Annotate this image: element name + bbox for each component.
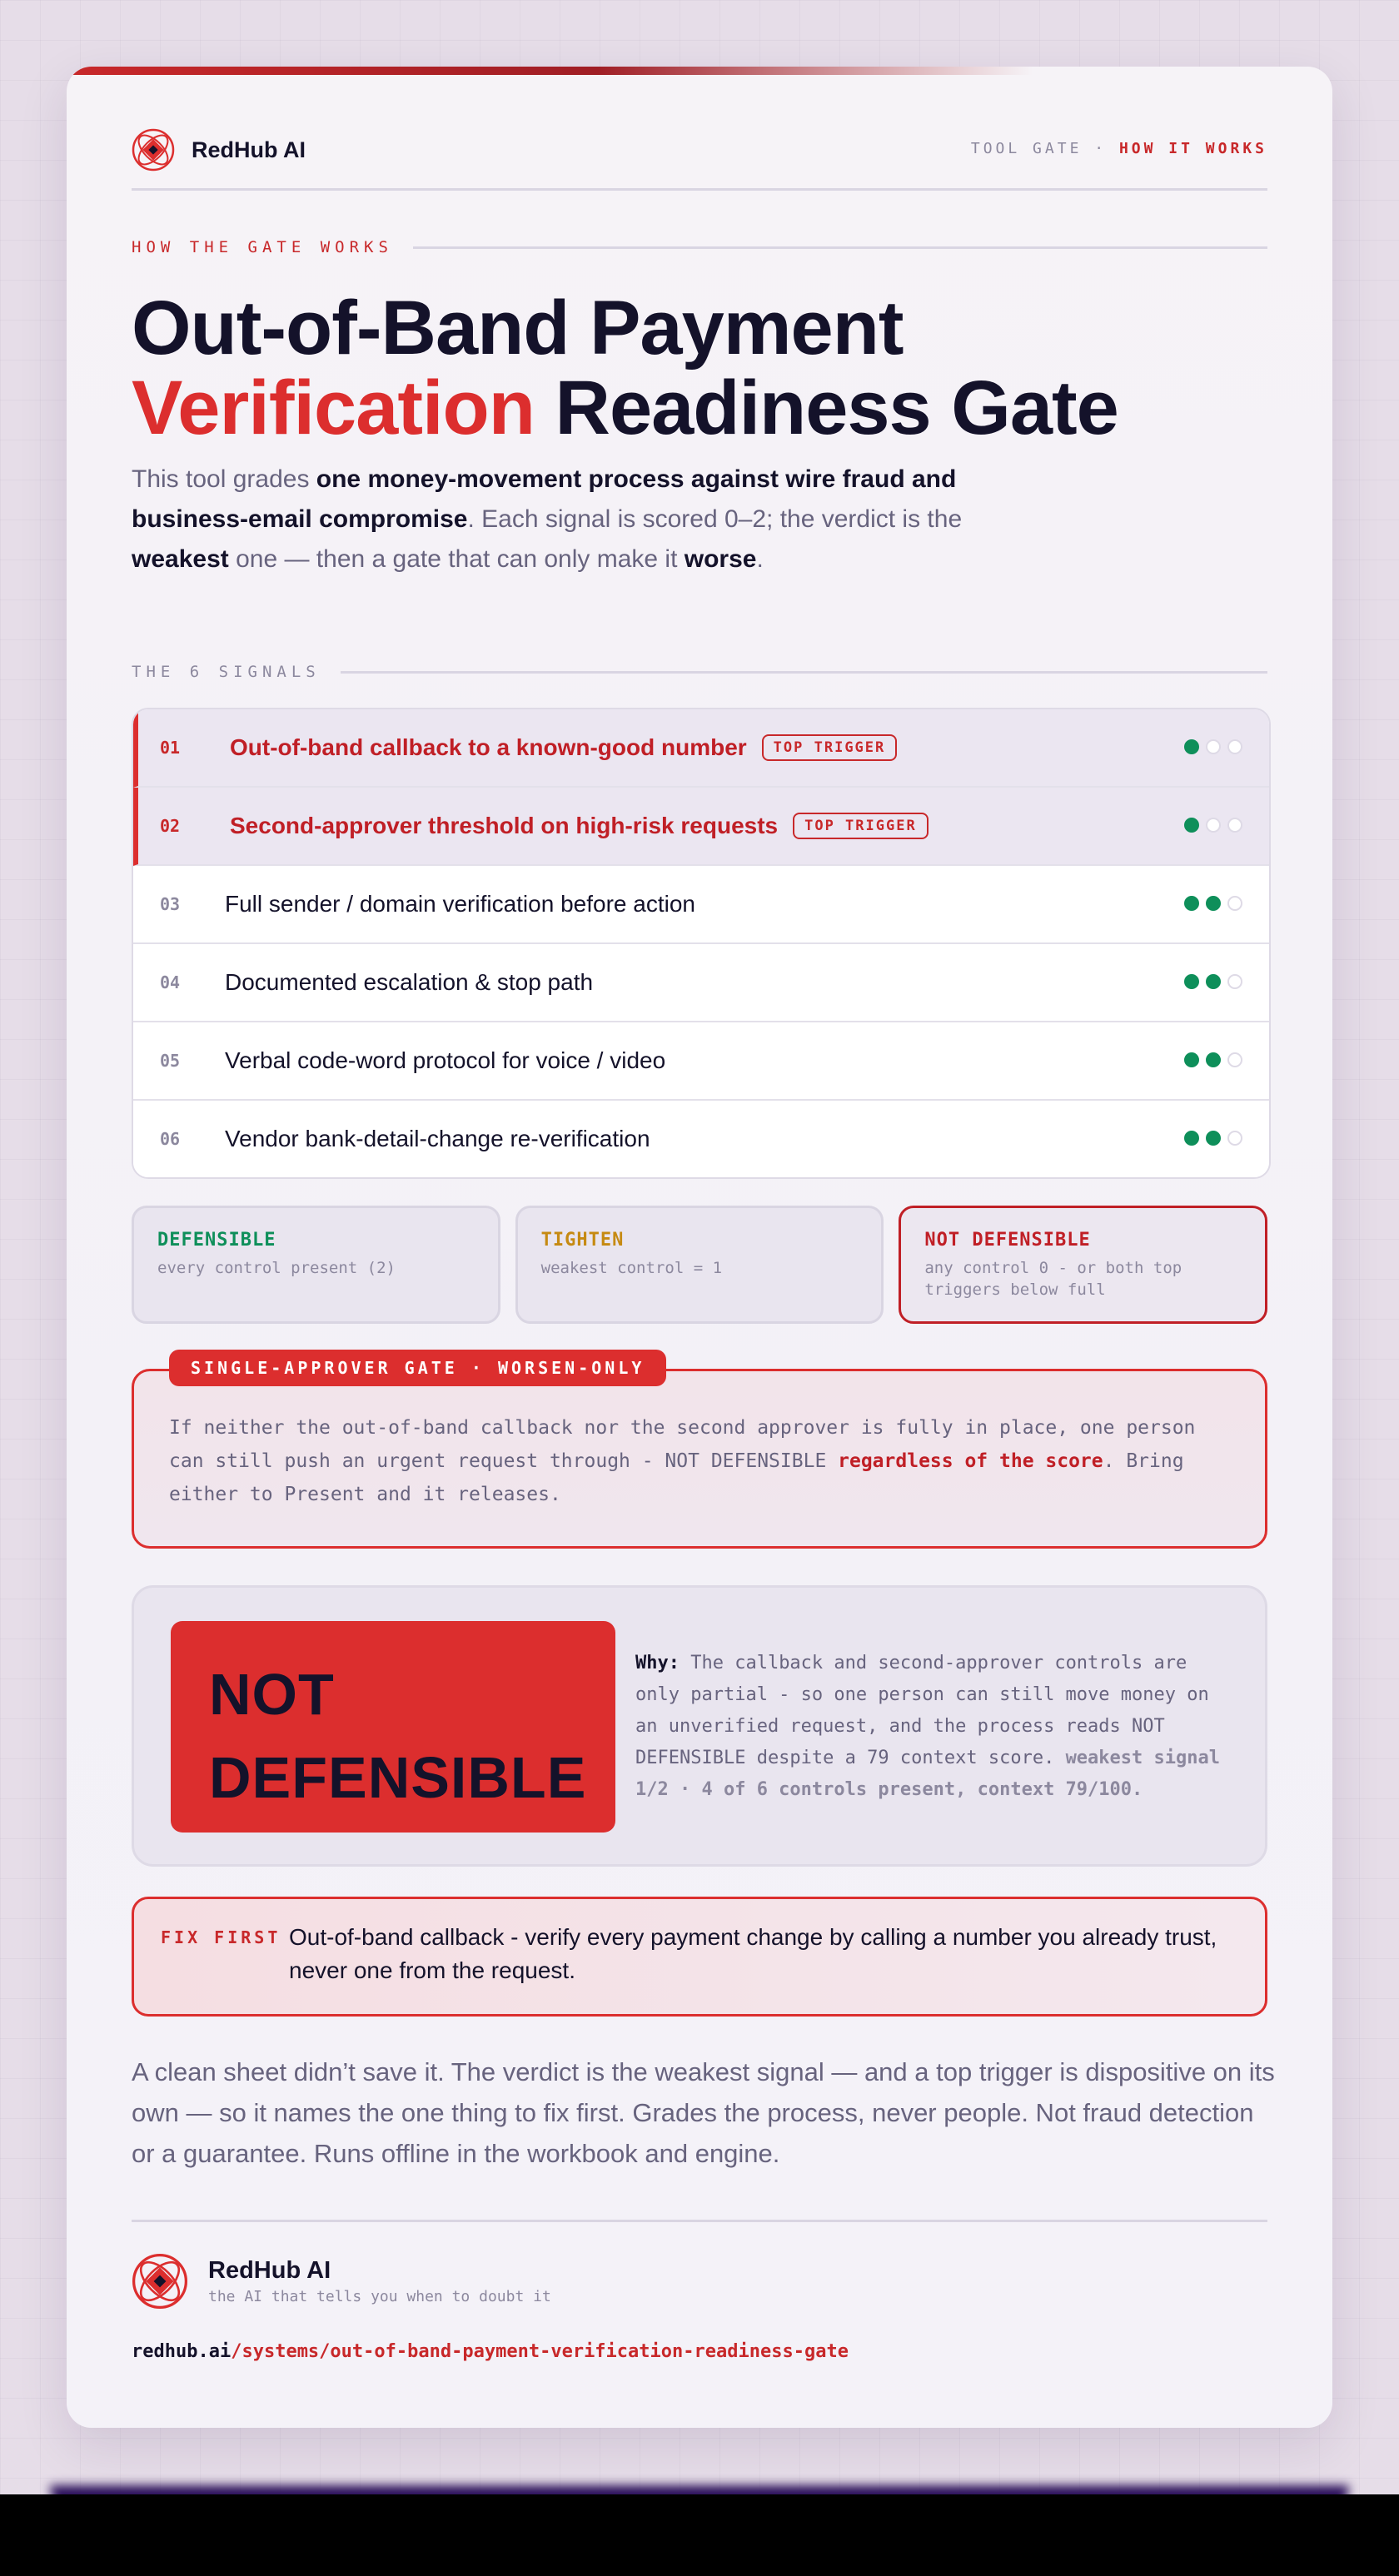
signal-label: Out-of-band callback to a known-good number — [230, 734, 747, 760]
signal-row[interactable] — [133, 788, 1269, 866]
nav-active-how-it-works[interactable]: HOW IT WORKS — [1118, 140, 1267, 157]
footer-url-link[interactable] — [132, 2341, 849, 2362]
intro-text: . Each signal is scored 0–2; the verdict is the — [467, 505, 963, 533]
signal-row[interactable] — [133, 866, 1269, 944]
signal-label: Vendor bank-detail-change re-verification — [225, 1126, 650, 1151]
verdict-line1: NOT — [209, 1662, 335, 1727]
signal-score-dots — [1184, 1131, 1242, 1146]
signal-score-dots — [1184, 739, 1242, 754]
score-dot — [1227, 1131, 1242, 1146]
why-label: Why: — [635, 1653, 680, 1673]
intro-bold: worse — [684, 545, 757, 573]
redhub-logo-icon — [132, 2253, 188, 2310]
page-title — [132, 288, 1118, 448]
score-dot — [1184, 1131, 1199, 1146]
signal-label: Documented escalation & stop path — [225, 969, 594, 995]
score-dot — [1184, 974, 1199, 989]
eyebrow-label: HOW THE GATE WORKS — [132, 238, 393, 256]
top-trigger-badge: TOP TRIGGER — [762, 734, 898, 761]
redhub-logo-icon — [132, 128, 175, 172]
fix-first-text: Out-of-band callback - verify every payment change by calling a number you already trust, never one from the request. — [289, 1924, 1217, 1983]
signal-number: 03 — [160, 894, 181, 914]
footer-brand[interactable] — [132, 2253, 551, 2310]
signal-label: Verbal code-word protocol for voice / video — [225, 1047, 666, 1073]
why-meta: weakest signal 1/2 · 4 of 6 controls present, context 79/100. — [635, 1748, 1220, 1800]
signals-list — [132, 708, 1271, 1179]
signal-label: Second-approver threshold on high-risk requests — [230, 813, 779, 838]
eyebrow — [132, 238, 1267, 256]
single-approver-gate — [132, 1358, 1267, 1549]
score-dot — [1206, 818, 1221, 833]
gate-text — [169, 1411, 1230, 1511]
why-text: The callback and second-approver controls are only partial - so one person can still move money on an unverified request, and the process reads NOT DEFENSIBLE despite a 79 context score. — [635, 1653, 1209, 1768]
signals-heading-rule — [341, 671, 1267, 674]
signal-score-dots — [1184, 818, 1242, 833]
score-dot — [1184, 896, 1199, 911]
title-accent: Verification — [132, 366, 535, 450]
fix-first-tag: FIX FIRST — [161, 1927, 281, 1947]
gate-text-part: . Bring either to Present and it releases. — [169, 1450, 1184, 1505]
signal-label: Full sender / domain verification before action — [225, 891, 695, 917]
gate-tag: SINGLE-APPROVER GATE · WORSEN-ONLY — [169, 1350, 666, 1386]
signal-row[interactable] — [133, 1101, 1269, 1177]
score-dot — [1206, 1052, 1221, 1067]
signal-number: 02 — [160, 816, 181, 836]
signal-row[interactable] — [133, 1022, 1269, 1101]
intro-text: This tool grades — [132, 465, 316, 493]
verdict-line2: DEFENSIBLE — [209, 1745, 587, 1810]
score-dot — [1184, 1052, 1199, 1067]
url-host: redhub.ai — [132, 2341, 232, 2362]
footer-brand-name: RedHub AI — [208, 2257, 331, 2284]
brand-name: RedHub AI — [192, 137, 306, 162]
intro-text: one — then a gate that can only make it — [228, 545, 685, 573]
signals-heading-label: THE 6 SIGNALS — [132, 663, 321, 681]
closing-paragraph: A clean sheet didn’t save it. The verdict is the weakest signal — and a top trigger is dispositive on its own — so it names the one thing to fix first. Grades the process, never people. Not fraud detection or a guarantee. Runs offline in the workbook and engine. — [132, 2057, 1275, 2168]
verdict-tiers — [132, 1206, 1267, 1324]
title-rest: Readiness Gate — [555, 366, 1118, 450]
verdict-badge — [171, 1621, 615, 1833]
header — [132, 128, 1267, 191]
url-path: /systems/out-of-band-payment-verification-readiness-gate — [231, 2341, 849, 2362]
score-dot — [1227, 818, 1242, 833]
tier-name: DEFENSIBLE — [157, 1230, 276, 1251]
gate-text-part: If neither the out-of-band callback nor the second approver is fully in place, one person can still push an urgent request through - NOT DEFENSIBLE — [169, 1417, 1196, 1472]
title-line1: Out-of-Band Payment — [132, 286, 904, 370]
nav-section[interactable]: TOOL GATE — [970, 140, 1083, 157]
signal-row[interactable] — [133, 709, 1269, 788]
intro-text: . — [756, 545, 764, 573]
main-card — [67, 67, 1332, 2428]
tier-description: weakest control = 1 — [540, 1259, 723, 1277]
verdict-why — [635, 1648, 1233, 1806]
signal-score-dots — [1184, 1052, 1242, 1067]
signals-heading — [132, 663, 1267, 681]
footer-tagline: the AI that tells you when to doubt it — [208, 2288, 551, 2305]
accent-top-line — [67, 67, 1033, 75]
signal-number: 06 — [160, 1129, 181, 1149]
signal-number: 05 — [160, 1051, 181, 1071]
tier-description: every control present (2) — [157, 1259, 396, 1277]
tier-name: NOT DEFENSIBLE — [924, 1230, 1091, 1251]
tier-name: TIGHTEN — [540, 1230, 625, 1251]
bottom-band — [0, 2494, 1399, 2576]
score-dot — [1227, 896, 1242, 911]
intro-bold: weakest — [132, 545, 229, 573]
tier-description: any control 0 - or both top triggers below full — [924, 1259, 1182, 1299]
score-dot — [1184, 739, 1199, 754]
signal-row[interactable] — [133, 944, 1269, 1022]
score-dot — [1184, 818, 1199, 833]
footer-rule — [132, 2220, 1267, 2222]
nav-separator: · — [1094, 140, 1108, 157]
score-dot — [1206, 1131, 1221, 1146]
signal-score-dots — [1184, 974, 1242, 989]
gate-text-bold: regardless of the score — [838, 1450, 1103, 1472]
verdict-tier — [132, 1206, 500, 1324]
score-dot — [1206, 896, 1221, 911]
header-nav — [971, 140, 1267, 157]
intro-bold: one money-movement process against wire fraud and business-email compromise — [132, 465, 957, 533]
score-dot — [1227, 974, 1242, 989]
brand[interactable] — [132, 128, 306, 172]
score-dot — [1206, 974, 1221, 989]
verdict-tier — [515, 1206, 884, 1324]
verdict-panel — [132, 1585, 1267, 1867]
signal-number: 04 — [160, 972, 181, 992]
top-trigger-badge: TOP TRIGGER — [793, 813, 929, 839]
verdict-tier — [899, 1206, 1267, 1324]
eyebrow-rule — [413, 246, 1267, 249]
score-dot — [1227, 1052, 1242, 1067]
footer-names — [208, 2257, 551, 2305]
score-dot — [1227, 739, 1242, 754]
score-dot — [1206, 739, 1221, 754]
intro-paragraph — [132, 460, 964, 579]
signal-score-dots — [1184, 896, 1242, 911]
signal-number: 01 — [160, 738, 181, 758]
fix-first-panel — [132, 1897, 1267, 2017]
